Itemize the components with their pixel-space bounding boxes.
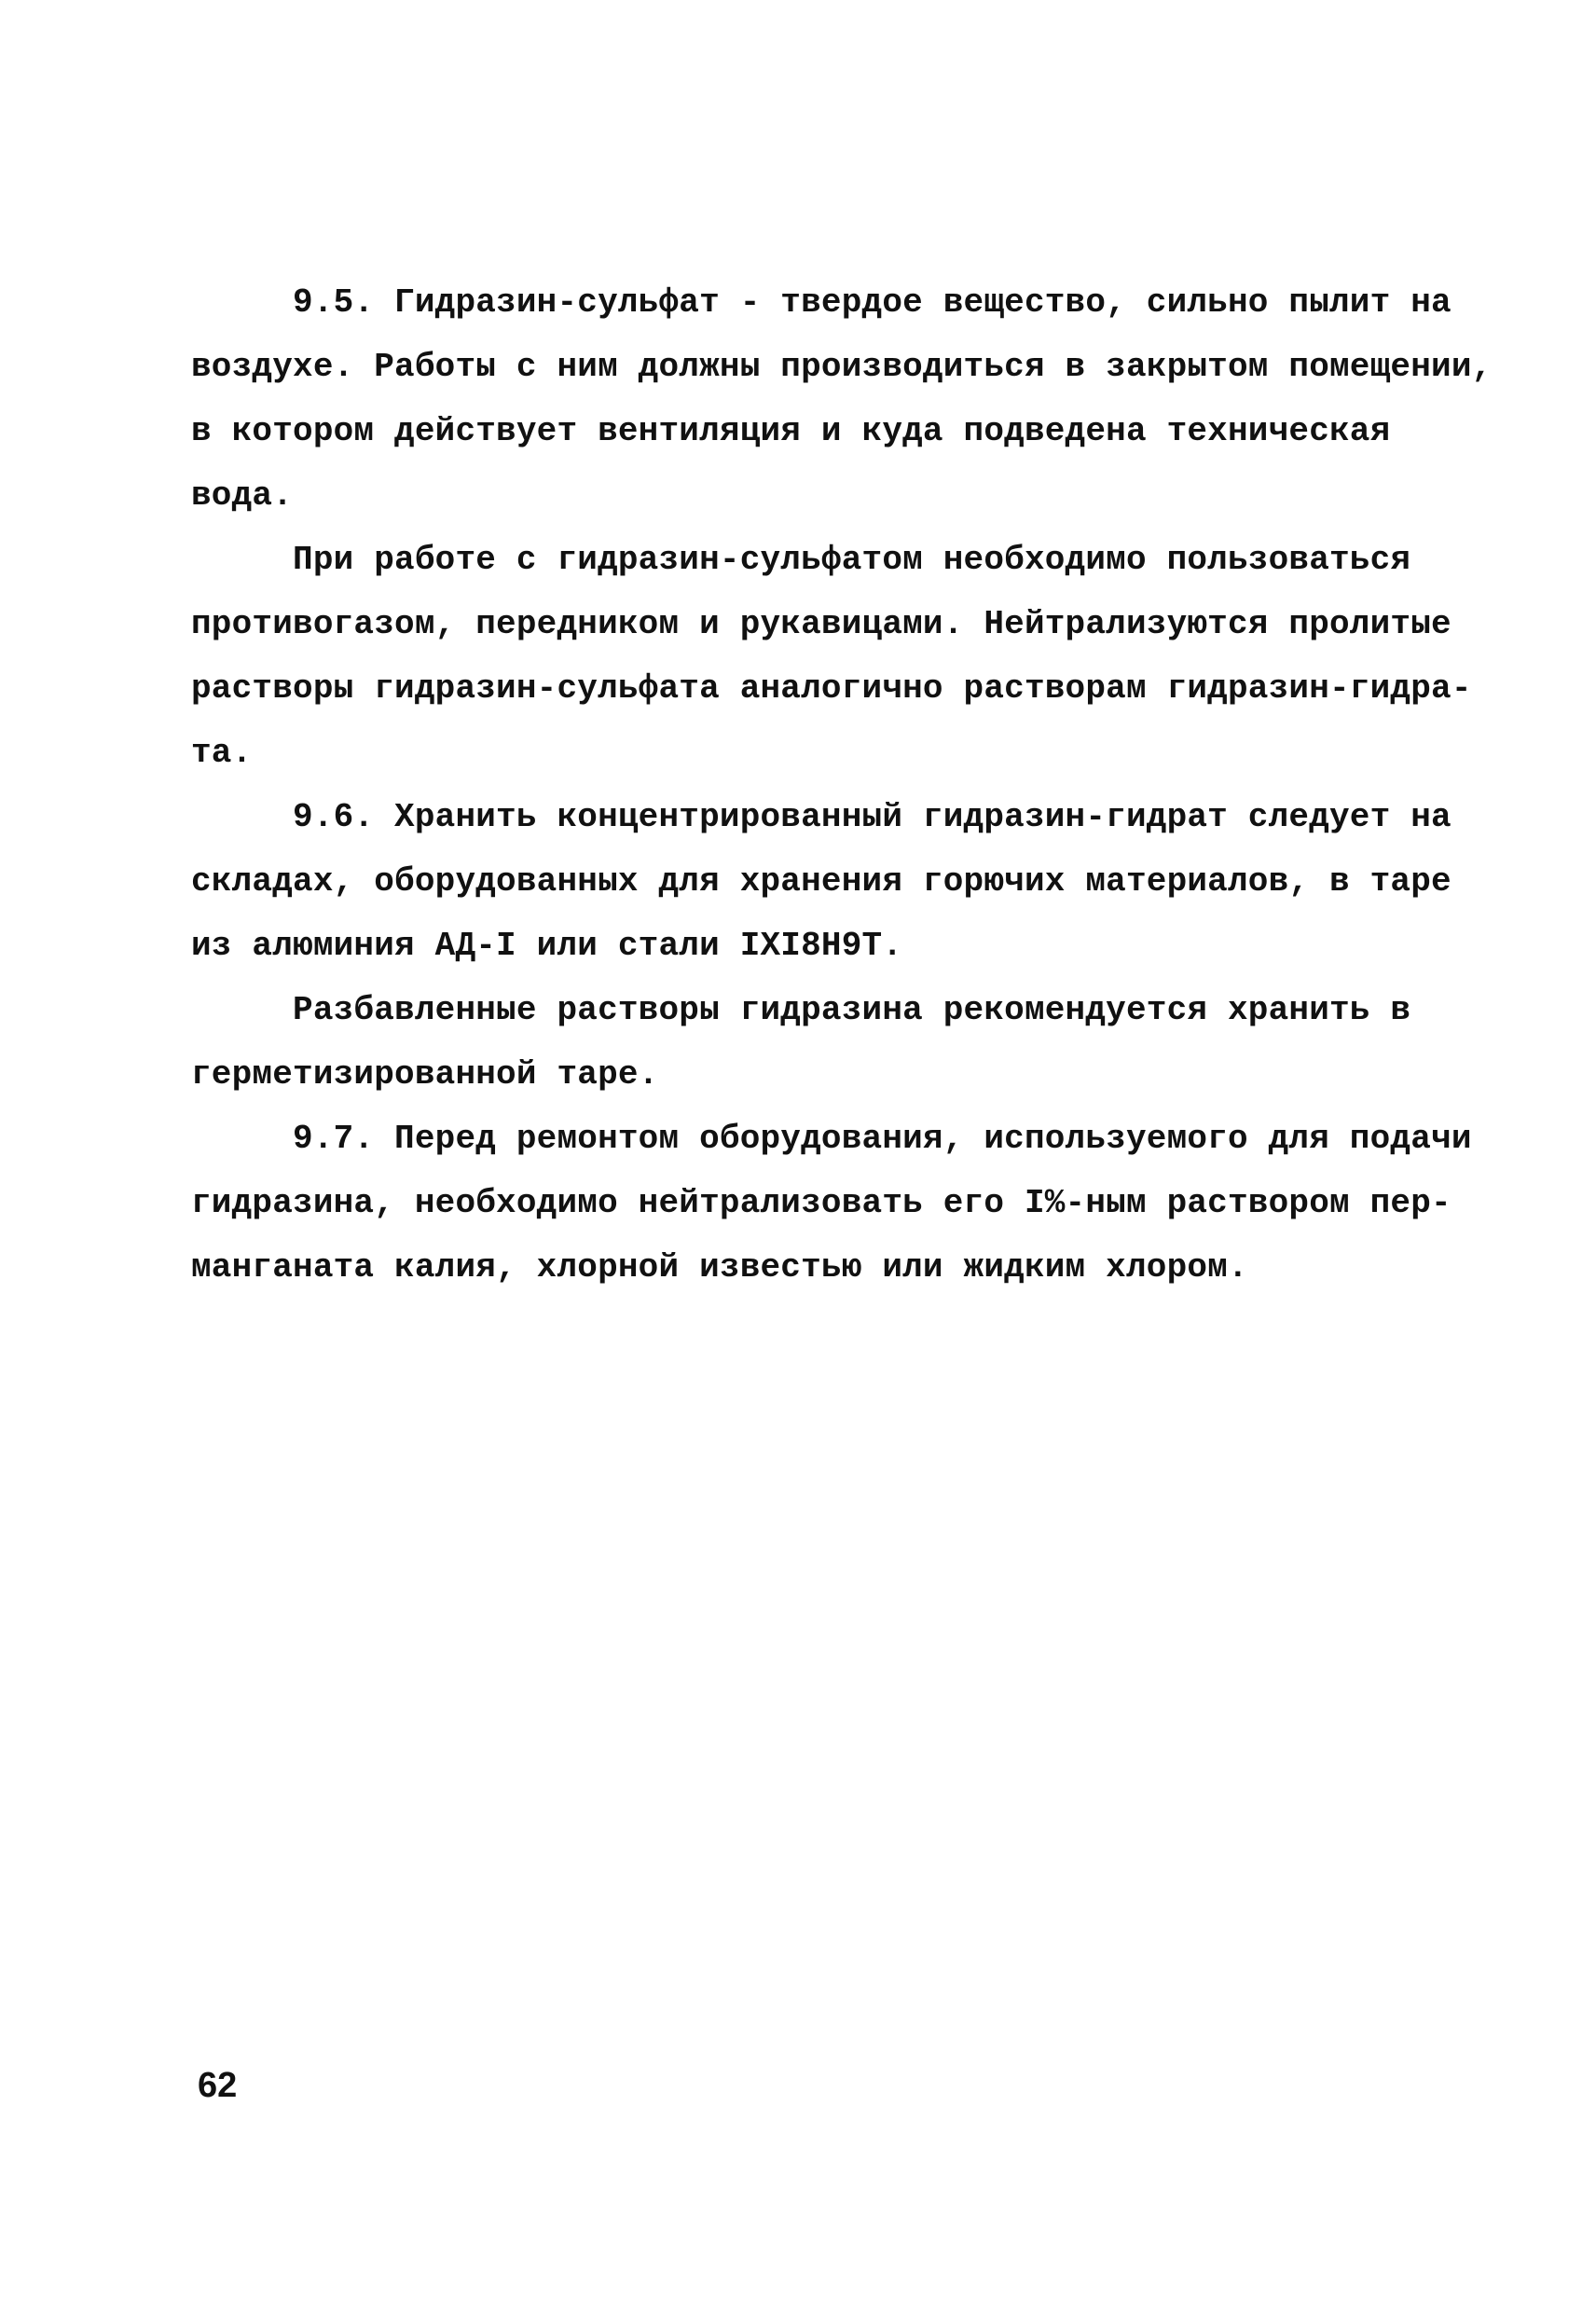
text-line: воздухе. Работы с ним должны производиться в закрытом помещении, bbox=[191, 348, 1493, 386]
text-line: противогазом, передником и рукавицами. Нейтрализуются пролитые bbox=[191, 605, 1452, 643]
text-line: та. bbox=[191, 734, 253, 772]
text-line: При работе с гидразин-сульфатом необходимо пользоваться bbox=[191, 541, 1411, 579]
text-line: 9.6. Хранить концентрированный гидразин-гидрат следует на bbox=[191, 798, 1452, 836]
text-line: 9.7. Перед ремонтом оборудования, используемого для подачи bbox=[191, 1120, 1472, 1158]
text-line: из алюминия АД-I или стали IXI8H9T. bbox=[191, 927, 903, 965]
text-line: растворы гидразин-сульфата аналогично растворам гидразин-гидра- bbox=[191, 669, 1472, 708]
text-line: складах, оборудованных для хранения горючих материалов, в таре bbox=[191, 862, 1452, 901]
document-body bbox=[191, 270, 1493, 1300]
text-line: манганата калия, хлорной известью или жидким хлором. bbox=[191, 1248, 1248, 1287]
text-line: вода. bbox=[191, 476, 294, 515]
text-line: герметизированной таре. bbox=[191, 1055, 659, 1094]
page-number: 62 bbox=[198, 2066, 238, 2105]
text-line: в котором действует вентиляция и куда подведена техническая bbox=[191, 412, 1391, 450]
text-line: 9.5. Гидразин-сульфат - твердое вещество, сильно пылит на bbox=[191, 283, 1452, 322]
text-line: гидразина, необходимо нейтрализовать его I%-ным раствором пер- bbox=[191, 1184, 1452, 1222]
text-line: Разбавленные растворы гидразина рекомендуется хранить в bbox=[191, 991, 1411, 1029]
